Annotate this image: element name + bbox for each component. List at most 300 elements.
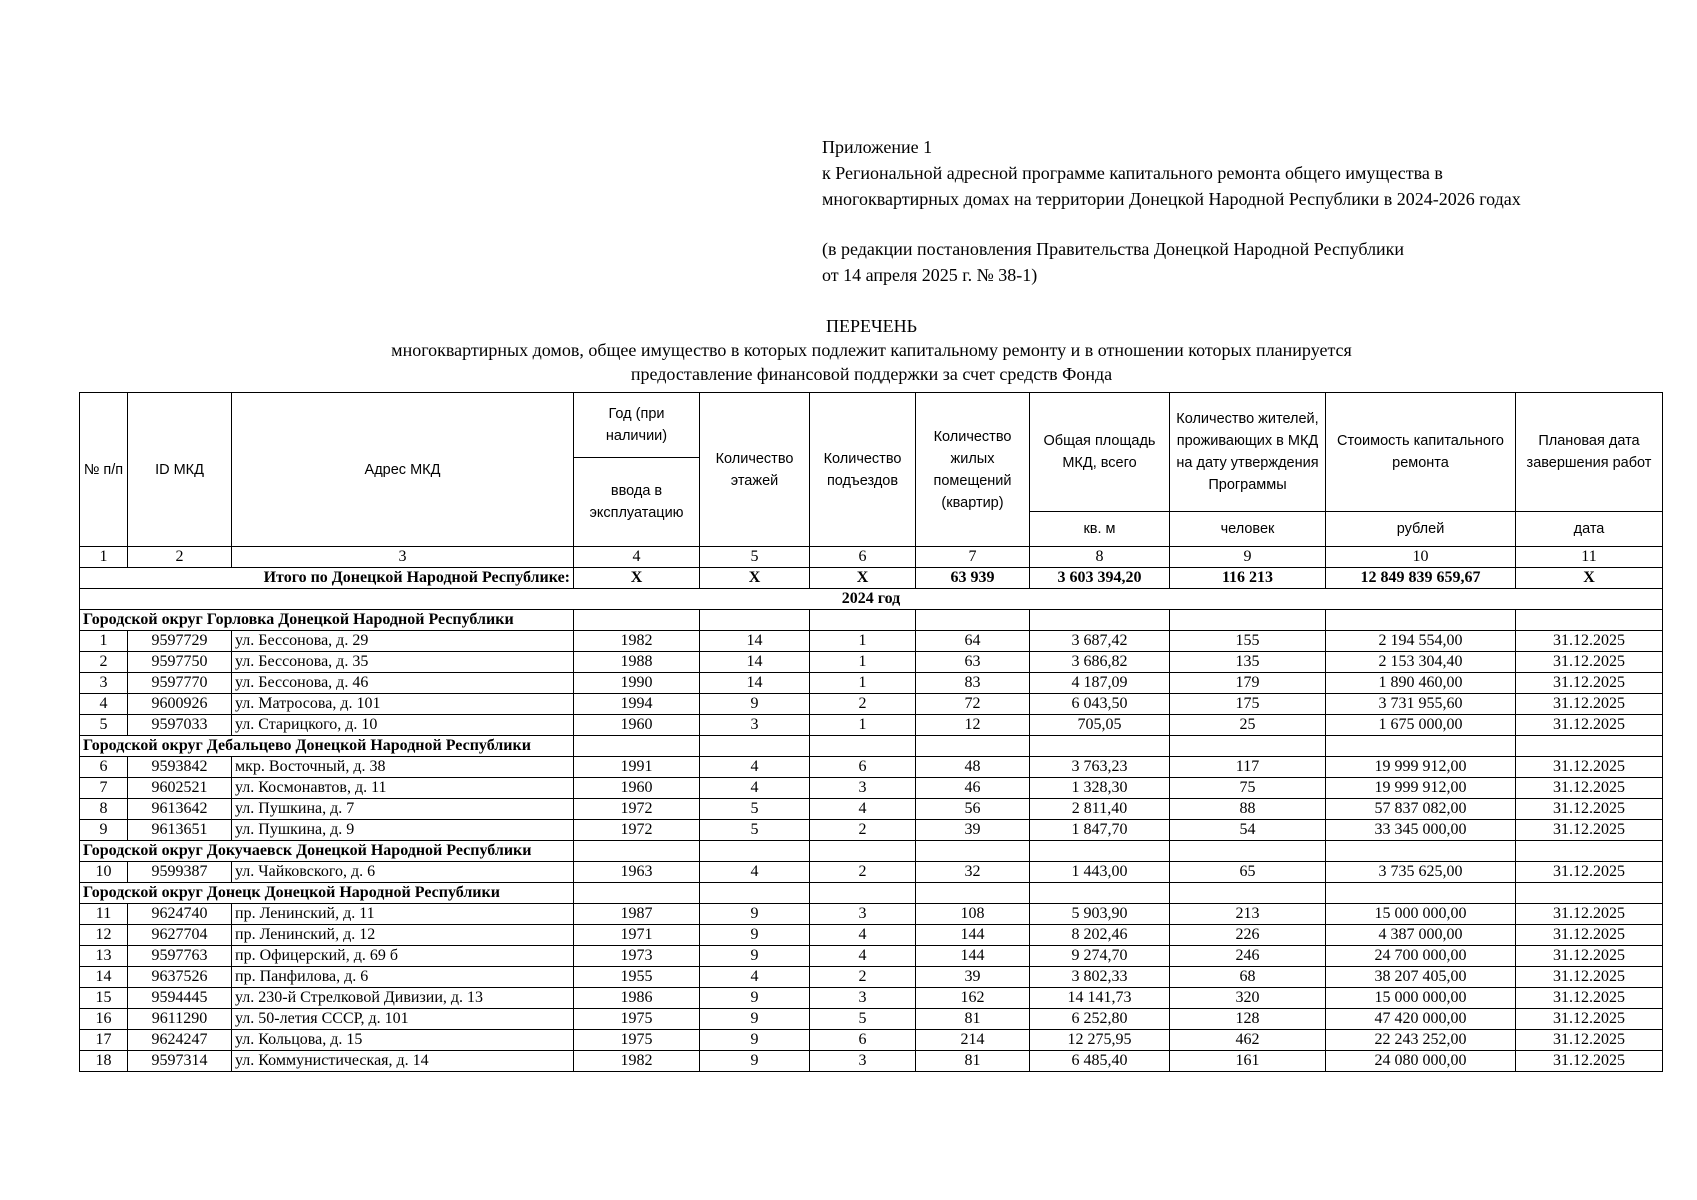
annex-title: Приложение 1: [822, 137, 933, 157]
row-address: пр. Офицерский, д. 69 б: [232, 946, 574, 967]
group-row: [80, 841, 1663, 862]
table-row: [80, 799, 1663, 820]
total-row: [80, 568, 1663, 589]
header-apartments: Количество жилых помещений (квартир): [916, 393, 1030, 547]
row-apartments: 39: [916, 967, 1030, 988]
row-id: 9600926: [128, 694, 232, 715]
row-area: 705,05: [1030, 715, 1170, 736]
row-apartments: 162: [916, 988, 1030, 1009]
row-residents: 155: [1170, 631, 1326, 652]
header-num: № п/п: [80, 393, 128, 547]
row-floors: 3: [700, 715, 810, 736]
table-row: [80, 652, 1663, 673]
row-residents: 117: [1170, 757, 1326, 778]
group-label: Городской округ Горловка Донецкой Народной Республики: [80, 610, 574, 631]
group-row: [80, 736, 1663, 757]
row-date: 31.12.2025: [1516, 967, 1663, 988]
empty-cell: [810, 736, 916, 757]
row-apartments: 81: [916, 1051, 1030, 1072]
row-floors: 5: [700, 820, 810, 841]
empty-cell: [574, 610, 700, 631]
row-id: 9611290: [128, 1009, 232, 1030]
empty-cell: [1326, 883, 1516, 904]
row-floors: 9: [700, 1009, 810, 1030]
row-num: 13: [80, 946, 128, 967]
header-address: Адрес МКД: [232, 393, 574, 547]
row-floors: 14: [700, 631, 810, 652]
row-area: 5 903,90: [1030, 904, 1170, 925]
row-entrances: 3: [810, 904, 916, 925]
row-year: 1987: [574, 904, 700, 925]
row-cost: 4 387 000,00: [1326, 925, 1516, 946]
col-number: 6: [810, 547, 916, 568]
row-residents: 179: [1170, 673, 1326, 694]
heading-title: ПЕРЕЧЕНЬ: [825, 316, 918, 336]
empty-cell: [916, 736, 1030, 757]
total-year: X: [574, 568, 700, 589]
header-year-top: Год (при наличии): [574, 393, 700, 458]
row-num: 4: [80, 694, 128, 715]
row-num: 18: [80, 1051, 128, 1072]
row-floors: 14: [700, 673, 810, 694]
table-row: [80, 862, 1663, 883]
row-address: мкр. Восточный, д. 38: [232, 757, 574, 778]
row-area: 2 811,40: [1030, 799, 1170, 820]
row-residents: 135: [1170, 652, 1326, 673]
total-floors: X: [700, 568, 810, 589]
row-year: 1988: [574, 652, 700, 673]
row-residents: 213: [1170, 904, 1326, 925]
row-entrances: 1: [810, 631, 916, 652]
table-row: [80, 1030, 1663, 1051]
empty-cell: [916, 841, 1030, 862]
row-area: 6 252,80: [1030, 1009, 1170, 1030]
annex-line-1: к Региональной адресной программе капитального ремонта общего имущества в: [822, 163, 1443, 183]
row-cost: 19 999 912,00: [1326, 778, 1516, 799]
row-num: 6: [80, 757, 128, 778]
row-num: 5: [80, 715, 128, 736]
row-address: ул. Бессонова, д. 46: [232, 673, 574, 694]
row-residents: 128: [1170, 1009, 1326, 1030]
row-entrances: 6: [810, 757, 916, 778]
row-id: 9597729: [128, 631, 232, 652]
row-apartments: 108: [916, 904, 1030, 925]
empty-cell: [700, 610, 810, 631]
row-apartments: 81: [916, 1009, 1030, 1030]
row-date: 31.12.2025: [1516, 1009, 1663, 1030]
row-year: 1982: [574, 631, 700, 652]
row-entrances: 1: [810, 652, 916, 673]
row-cost: 15 000 000,00: [1326, 988, 1516, 1009]
row-cost: 19 999 912,00: [1326, 757, 1516, 778]
row-id: 9597750: [128, 652, 232, 673]
row-residents: 88: [1170, 799, 1326, 820]
row-id: 9613642: [128, 799, 232, 820]
empty-cell: [1326, 610, 1516, 631]
header-residents: Количество жителей, проживающих в МКД на дату утверждения Программы: [1170, 393, 1326, 512]
row-year: 1960: [574, 778, 700, 799]
col-number: 5: [700, 547, 810, 568]
annex-block: [822, 134, 1682, 288]
row-entrances: 1: [810, 715, 916, 736]
row-floors: 4: [700, 967, 810, 988]
row-address: ул. Кольцова, д. 15: [232, 1030, 574, 1051]
row-area: 6 485,40: [1030, 1051, 1170, 1072]
empty-cell: [1030, 736, 1170, 757]
row-entrances: 5: [810, 1009, 916, 1030]
row-residents: 226: [1170, 925, 1326, 946]
document-heading: [0, 314, 1697, 386]
row-year: 1960: [574, 715, 700, 736]
row-cost: 33 345 000,00: [1326, 820, 1516, 841]
row-entrances: 2: [810, 820, 916, 841]
row-entrances: 1: [810, 673, 916, 694]
row-area: 1 443,00: [1030, 862, 1170, 883]
year-label: 2024 год: [80, 589, 1663, 610]
table-row: [80, 673, 1663, 694]
empty-cell: [1170, 736, 1326, 757]
row-area: 3 686,82: [1030, 652, 1170, 673]
heading-line-1: многоквартирных домов, общее имущество в которых подлежит капитальному ремонту и в отношении которых планируется: [391, 340, 1352, 360]
empty-cell: [574, 736, 700, 757]
table-row: [80, 757, 1663, 778]
empty-cell: [1170, 841, 1326, 862]
empty-cell: [1030, 841, 1170, 862]
group-label: Городской округ Докучаевск Донецкой Народной Республики: [80, 841, 574, 862]
header-entrances: Количество подъездов: [810, 393, 916, 547]
row-id: 9637526: [128, 967, 232, 988]
row-apartments: 48: [916, 757, 1030, 778]
row-address: ул. Космонавтов, д. 11: [232, 778, 574, 799]
row-cost: 24 700 000,00: [1326, 946, 1516, 967]
row-year: 1975: [574, 1009, 700, 1030]
unit-date: дата: [1516, 512, 1663, 547]
row-id: 9599387: [128, 862, 232, 883]
row-num: 8: [80, 799, 128, 820]
row-num: 1: [80, 631, 128, 652]
table-row: [80, 1051, 1663, 1072]
row-cost: 1 890 460,00: [1326, 673, 1516, 694]
group-label: Городской округ Дебальцево Донецкой Народной Республики: [80, 736, 574, 757]
row-cost: 24 080 000,00: [1326, 1051, 1516, 1072]
header-year-bottom: ввода в эксплуатацию: [574, 458, 700, 547]
empty-cell: [1326, 841, 1516, 862]
row-area: 8 202,46: [1030, 925, 1170, 946]
table-row: [80, 925, 1663, 946]
col-number: 3: [232, 547, 574, 568]
row-year: 1973: [574, 946, 700, 967]
total-date: X: [1516, 568, 1663, 589]
empty-cell: [916, 883, 1030, 904]
row-area: 3 687,42: [1030, 631, 1170, 652]
row-floors: 4: [700, 862, 810, 883]
table-row: [80, 1009, 1663, 1030]
row-residents: 161: [1170, 1051, 1326, 1072]
col-number: 1: [80, 547, 128, 568]
row-area: 3 802,33: [1030, 967, 1170, 988]
row-num: 16: [80, 1009, 128, 1030]
row-area: 4 187,09: [1030, 673, 1170, 694]
empty-cell: [700, 841, 810, 862]
row-apartments: 83: [916, 673, 1030, 694]
row-entrances: 4: [810, 799, 916, 820]
row-cost: 2 153 304,40: [1326, 652, 1516, 673]
row-num: 11: [80, 904, 128, 925]
row-apartments: 63: [916, 652, 1030, 673]
empty-cell: [1516, 841, 1663, 862]
row-year: 1971: [574, 925, 700, 946]
empty-cell: [1030, 883, 1170, 904]
row-year: 1972: [574, 799, 700, 820]
row-id: 9597763: [128, 946, 232, 967]
row-apartments: 12: [916, 715, 1030, 736]
row-floors: 14: [700, 652, 810, 673]
row-date: 31.12.2025: [1516, 757, 1663, 778]
table-row: [80, 820, 1663, 841]
row-date: 31.12.2025: [1516, 673, 1663, 694]
total-apartments: 63 939: [916, 568, 1030, 589]
row-year: 1994: [574, 694, 700, 715]
annex-edit-line-1: (в редакции постановления Правительства Донецкой Народной Республики: [822, 239, 1405, 259]
empty-cell: [574, 883, 700, 904]
row-area: 6 043,50: [1030, 694, 1170, 715]
row-year: 1982: [574, 1051, 700, 1072]
row-num: 10: [80, 862, 128, 883]
row-area: 1 847,70: [1030, 820, 1170, 841]
row-address: ул. Старицкого, д. 10: [232, 715, 574, 736]
col-number: 2: [128, 547, 232, 568]
row-address: пр. Ленинский, д. 11: [232, 904, 574, 925]
row-year: 1972: [574, 820, 700, 841]
heading-line-2: предоставление финансовой поддержки за счет средств Фонда: [630, 364, 1113, 384]
group-row: [80, 883, 1663, 904]
unit-cost: рублей: [1326, 512, 1516, 547]
row-date: 31.12.2025: [1516, 925, 1663, 946]
row-id: 9627704: [128, 925, 232, 946]
row-cost: 15 000 000,00: [1326, 904, 1516, 925]
row-apartments: 72: [916, 694, 1030, 715]
row-num: 9: [80, 820, 128, 841]
housing-table: [79, 392, 1663, 1072]
row-id: 9624740: [128, 904, 232, 925]
empty-cell: [810, 610, 916, 631]
row-id: 9613651: [128, 820, 232, 841]
column-numbers-row: [80, 547, 1663, 568]
row-residents: 175: [1170, 694, 1326, 715]
header-cost: Стоимость капитального ремонта: [1326, 393, 1516, 512]
total-residents: 116 213: [1170, 568, 1326, 589]
col-number: 8: [1030, 547, 1170, 568]
row-date: 31.12.2025: [1516, 631, 1663, 652]
row-id: 9597770: [128, 673, 232, 694]
row-date: 31.12.2025: [1516, 652, 1663, 673]
row-floors: 9: [700, 1030, 810, 1051]
row-num: 14: [80, 967, 128, 988]
row-date: 31.12.2025: [1516, 946, 1663, 967]
table-row: [80, 946, 1663, 967]
row-area: 9 274,70: [1030, 946, 1170, 967]
row-floors: 4: [700, 757, 810, 778]
row-cost: 2 194 554,00: [1326, 631, 1516, 652]
row-id: 9597033: [128, 715, 232, 736]
row-year: 1986: [574, 988, 700, 1009]
row-date: 31.12.2025: [1516, 799, 1663, 820]
row-address: ул. Чайковского, д. 6: [232, 862, 574, 883]
row-residents: 54: [1170, 820, 1326, 841]
table-row: [80, 631, 1663, 652]
row-entrances: 3: [810, 1051, 916, 1072]
row-residents: 65: [1170, 862, 1326, 883]
row-year: 1955: [574, 967, 700, 988]
row-floors: 9: [700, 1051, 810, 1072]
empty-cell: [1030, 610, 1170, 631]
row-floors: 9: [700, 694, 810, 715]
row-id: 9594445: [128, 988, 232, 1009]
header-id: ID МКД: [128, 393, 232, 547]
row-num: 2: [80, 652, 128, 673]
row-entrances: 3: [810, 988, 916, 1009]
annex-edit-line-2: от 14 апреля 2025 г. № 38-1): [822, 265, 1038, 285]
group-label: Городской округ Донецк Донецкой Народной Республики: [80, 883, 574, 904]
row-floors: 9: [700, 988, 810, 1009]
row-address: пр. Панфилова, д. 6: [232, 967, 574, 988]
col-number: 4: [574, 547, 700, 568]
row-area: 14 141,73: [1030, 988, 1170, 1009]
row-address: ул. Пушкина, д. 7: [232, 799, 574, 820]
row-year: 1990: [574, 673, 700, 694]
row-year: 1963: [574, 862, 700, 883]
row-cost: 3 735 625,00: [1326, 862, 1516, 883]
group-row: [80, 610, 1663, 631]
row-cost: 57 837 082,00: [1326, 799, 1516, 820]
annex-line-2: многоквартирных домах на территории Донецкой Народной Республики в 2024-2026 годах: [822, 189, 1521, 209]
row-address: ул. 50-летия СССР, д. 101: [232, 1009, 574, 1030]
empty-cell: [1516, 610, 1663, 631]
row-date: 31.12.2025: [1516, 1030, 1663, 1051]
row-apartments: 39: [916, 820, 1030, 841]
table-row: [80, 967, 1663, 988]
empty-cell: [810, 883, 916, 904]
row-address: пр. Ленинский, д. 12: [232, 925, 574, 946]
table-body: [80, 547, 1663, 1072]
row-area: 1 328,30: [1030, 778, 1170, 799]
row-year: 1991: [574, 757, 700, 778]
empty-cell: [1170, 610, 1326, 631]
table-row: [80, 715, 1663, 736]
row-apartments: 56: [916, 799, 1030, 820]
header-area: Общая площадь МКД, всего: [1030, 393, 1170, 512]
unit-area: кв. м: [1030, 512, 1170, 547]
empty-cell: [700, 736, 810, 757]
row-floors: 9: [700, 946, 810, 967]
total-cost: 12 849 839 659,67: [1326, 568, 1516, 589]
row-date: 31.12.2025: [1516, 904, 1663, 925]
table-row: [80, 904, 1663, 925]
row-residents: 462: [1170, 1030, 1326, 1051]
row-area: 3 763,23: [1030, 757, 1170, 778]
row-residents: 75: [1170, 778, 1326, 799]
row-residents: 320: [1170, 988, 1326, 1009]
table-row: [80, 694, 1663, 715]
row-address: ул. Бессонова, д. 35: [232, 652, 574, 673]
row-cost: 38 207 405,00: [1326, 967, 1516, 988]
row-address: ул. Пушкина, д. 9: [232, 820, 574, 841]
row-entrances: 2: [810, 694, 916, 715]
row-entrances: 2: [810, 862, 916, 883]
row-residents: 246: [1170, 946, 1326, 967]
col-number: 11: [1516, 547, 1663, 568]
row-address: ул. Бессонова, д. 29: [232, 631, 574, 652]
row-date: 31.12.2025: [1516, 778, 1663, 799]
col-number: 9: [1170, 547, 1326, 568]
row-address: ул. Коммунистическая, д. 14: [232, 1051, 574, 1072]
row-date: 31.12.2025: [1516, 1051, 1663, 1072]
row-id: 9602521: [128, 778, 232, 799]
row-entrances: 6: [810, 1030, 916, 1051]
row-apartments: 46: [916, 778, 1030, 799]
empty-cell: [1326, 736, 1516, 757]
year-row: [80, 589, 1663, 610]
row-date: 31.12.2025: [1516, 862, 1663, 883]
row-num: 7: [80, 778, 128, 799]
row-residents: 25: [1170, 715, 1326, 736]
row-year: 1975: [574, 1030, 700, 1051]
empty-cell: [574, 841, 700, 862]
row-floors: 9: [700, 925, 810, 946]
header-date: Плановая дата завершения работ: [1516, 393, 1663, 512]
row-cost: 3 731 955,60: [1326, 694, 1516, 715]
col-number: 7: [916, 547, 1030, 568]
row-num: 12: [80, 925, 128, 946]
row-date: 31.12.2025: [1516, 694, 1663, 715]
total-label: Итого по Донецкой Народной Республике:: [80, 568, 574, 589]
row-area: 12 275,95: [1030, 1030, 1170, 1051]
row-num: 15: [80, 988, 128, 1009]
row-floors: 9: [700, 904, 810, 925]
row-date: 31.12.2025: [1516, 988, 1663, 1009]
empty-cell: [916, 610, 1030, 631]
row-apartments: 214: [916, 1030, 1030, 1051]
unit-residents: человек: [1170, 512, 1326, 547]
row-id: 9597314: [128, 1051, 232, 1072]
row-apartments: 144: [916, 925, 1030, 946]
row-num: 3: [80, 673, 128, 694]
row-address: ул. 230-й Стрелковой Дивизии, д. 13: [232, 988, 574, 1009]
row-id: 9593842: [128, 757, 232, 778]
row-address: ул. Матросова, д. 101: [232, 694, 574, 715]
row-cost: 47 420 000,00: [1326, 1009, 1516, 1030]
row-floors: 4: [700, 778, 810, 799]
empty-cell: [1516, 736, 1663, 757]
col-number: 10: [1326, 547, 1516, 568]
table-row: [80, 778, 1663, 799]
row-entrances: 4: [810, 946, 916, 967]
total-entrances: X: [810, 568, 916, 589]
row-floors: 5: [700, 799, 810, 820]
row-id: 9624247: [128, 1030, 232, 1051]
row-entrances: 2: [810, 967, 916, 988]
row-entrances: 3: [810, 778, 916, 799]
row-apartments: 64: [916, 631, 1030, 652]
empty-cell: [1170, 883, 1326, 904]
header-floors: Количество этажей: [700, 393, 810, 547]
table-row: [80, 988, 1663, 1009]
total-area: 3 603 394,20: [1030, 568, 1170, 589]
row-residents: 68: [1170, 967, 1326, 988]
row-apartments: 144: [916, 946, 1030, 967]
row-apartments: 32: [916, 862, 1030, 883]
row-num: 17: [80, 1030, 128, 1051]
